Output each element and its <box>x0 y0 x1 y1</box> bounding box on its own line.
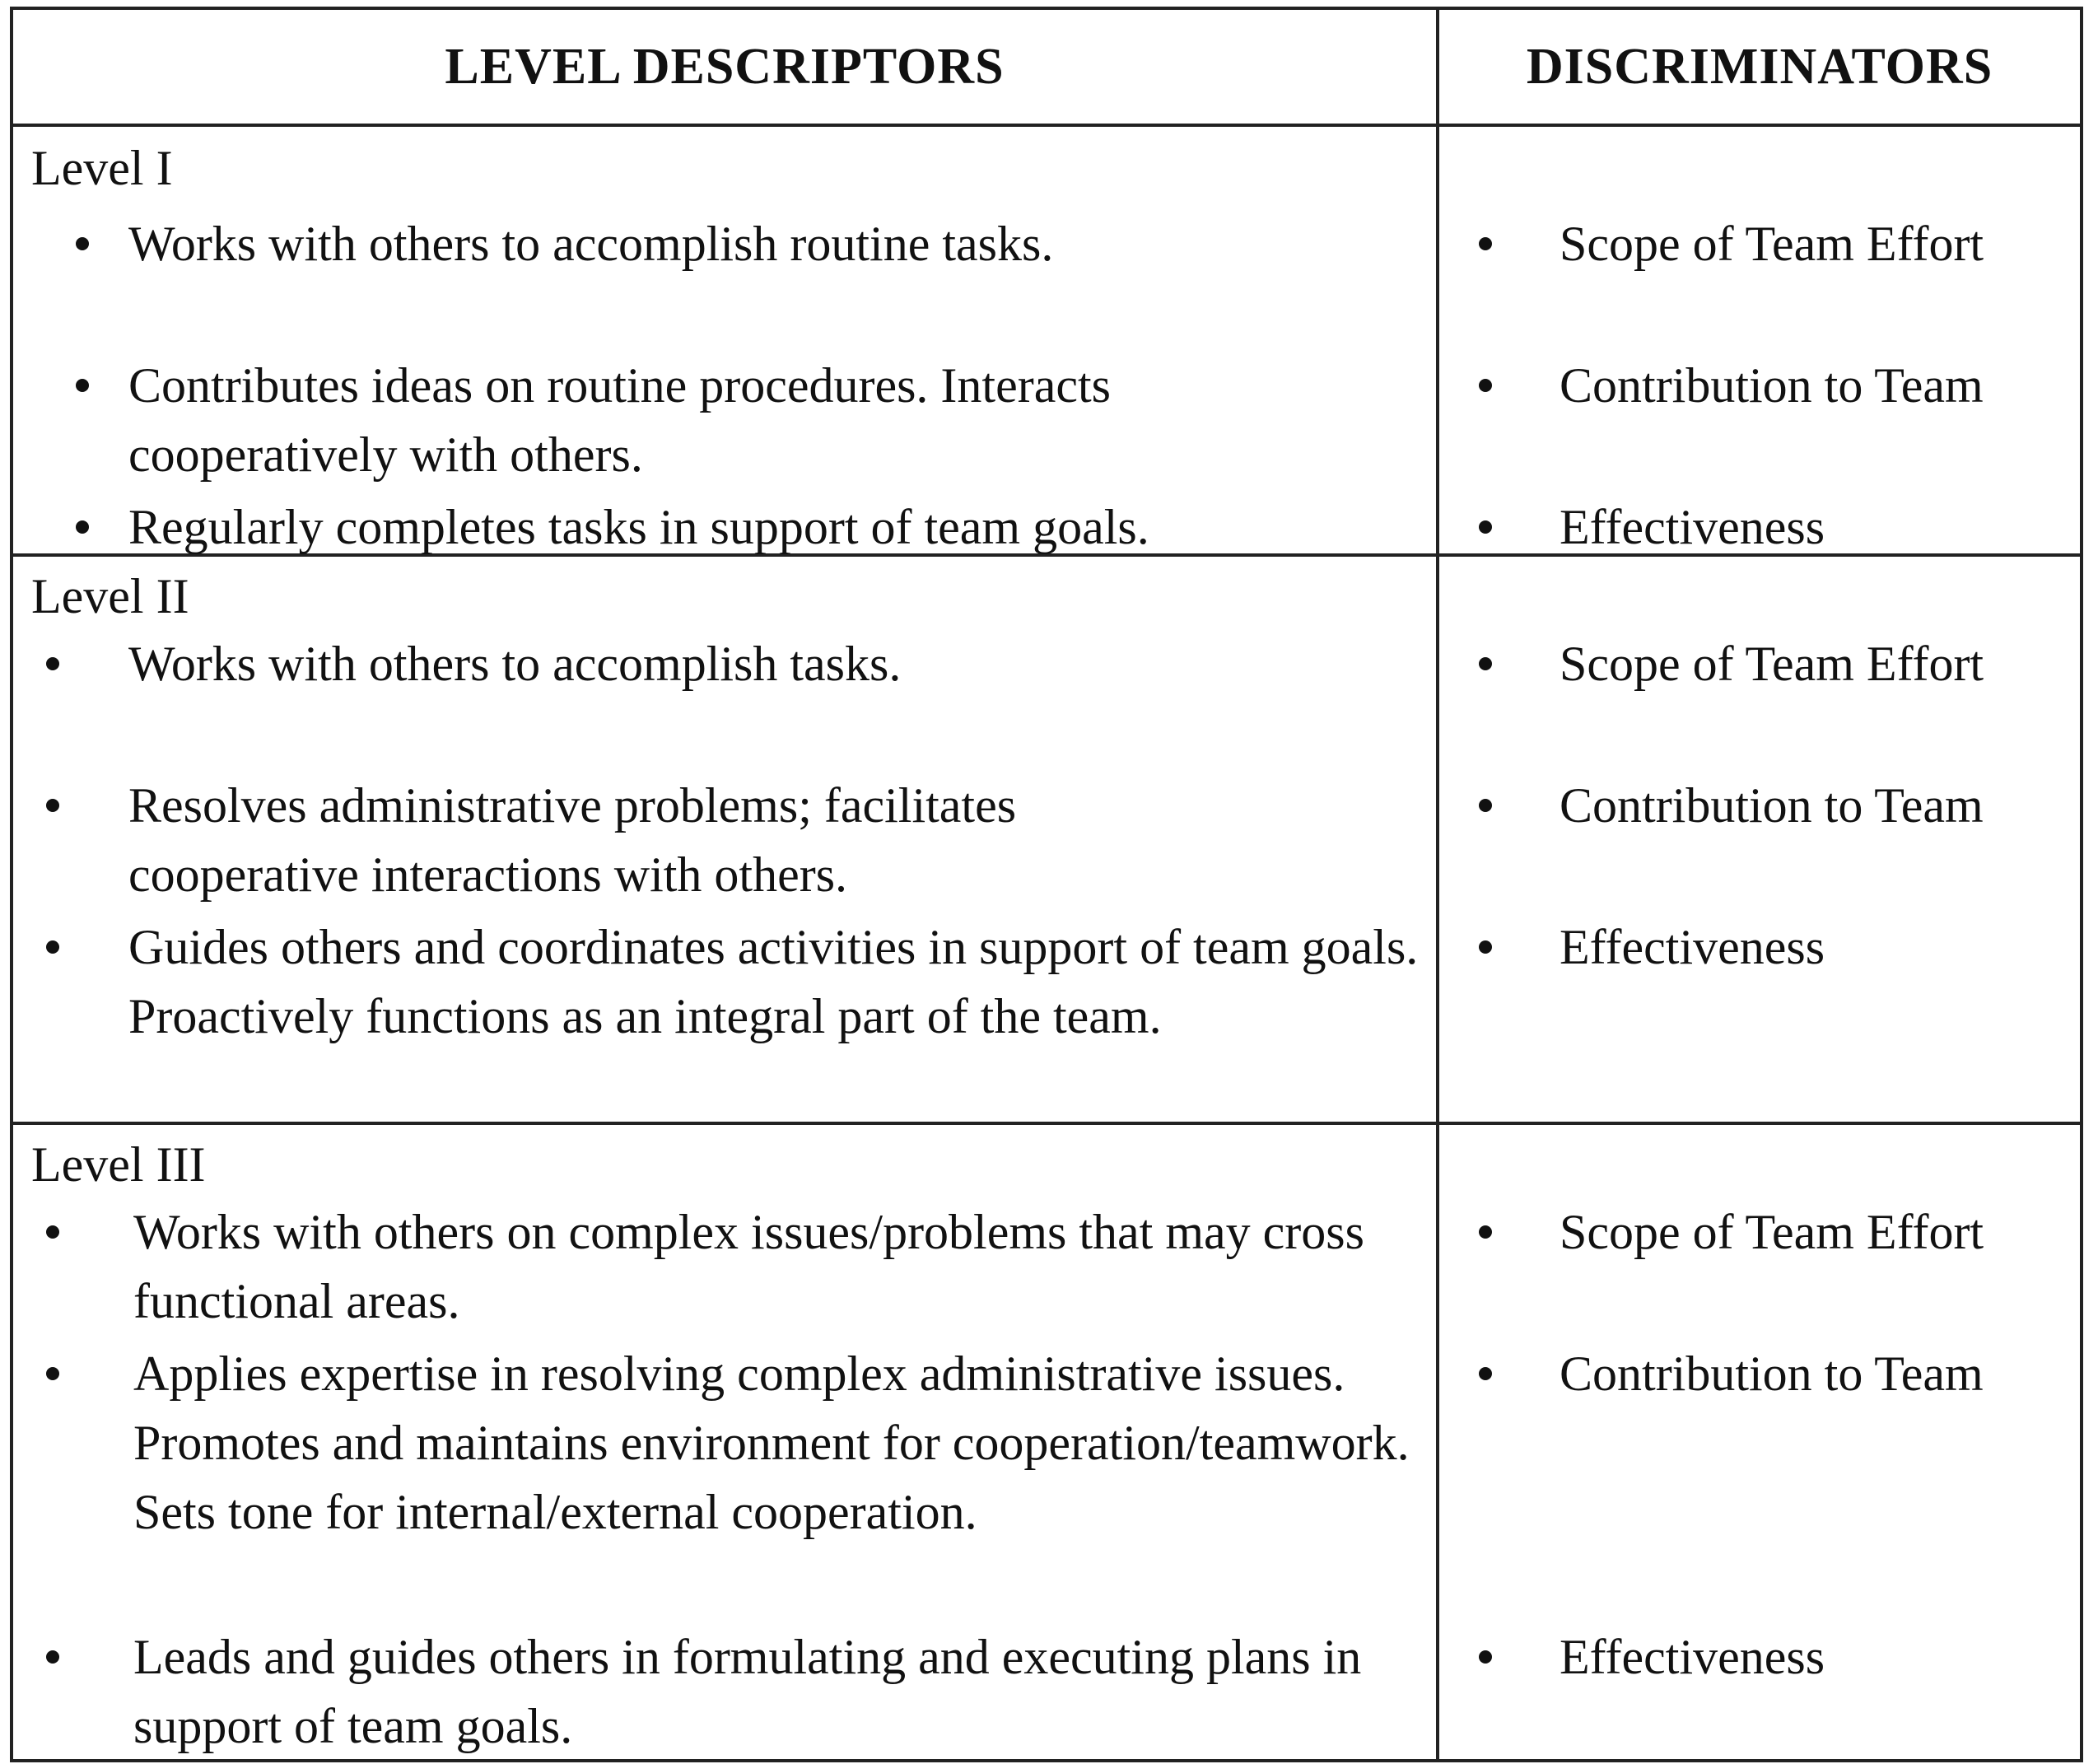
bullet-icon <box>46 940 59 954</box>
level-1-discriminator-1: Scope of Team Effort <box>1560 217 1984 271</box>
bullet-icon <box>1479 1650 1492 1664</box>
level-2-discriminator-1: Scope of Team Effort <box>1560 637 1984 691</box>
bullet-icon <box>76 237 89 250</box>
header-discriminators: DISCRIMINATORS <box>1438 8 2082 125</box>
level-1-descriptor-3: Regularly completes tasks in support of team goals. <box>128 500 1149 554</box>
level-1-discriminator-2: Contribution to Team <box>1560 358 1984 413</box>
level-3-label: Level III <box>31 1137 206 1192</box>
level-3-discriminator-1: Scope of Team Effort <box>1560 1205 1984 1259</box>
level-3-row <box>12 1123 2082 1761</box>
level-3-discriminator-2: Contribution to Team <box>1560 1346 1984 1401</box>
level-2-row <box>12 555 2082 1123</box>
level-1-discriminators-cell <box>1438 125 2082 555</box>
level-2-descriptors-cell <box>12 555 1438 1123</box>
level-2-descriptor-1: Works with others to accomplish tasks. <box>128 637 902 691</box>
level-2-discriminators-cell <box>1438 555 2082 1123</box>
bullet-icon <box>1479 379 1492 392</box>
level-1-descriptor-2: Contributes ideas on routine procedures. Interacts cooperatively with others. <box>128 358 1111 482</box>
bullet-icon <box>46 657 59 670</box>
level-1-discriminator-3: Effectiveness <box>1560 500 1825 554</box>
level-1-row <box>12 125 2082 555</box>
bullet-icon <box>1479 799 1492 812</box>
level-3-discriminators-cell <box>1438 1123 2082 1761</box>
level-2-discriminator-3: Effectiveness <box>1560 920 1825 974</box>
bullet-icon <box>1479 237 1492 250</box>
level-2-discriminator-2: Contribution to Team <box>1560 778 1984 833</box>
bullet-icon <box>46 1650 59 1664</box>
bullet-icon <box>46 1367 59 1380</box>
bullet-icon <box>1479 1367 1492 1380</box>
bullet-icon <box>1479 1225 1492 1239</box>
bullet-icon <box>76 379 89 392</box>
level-3-descriptor-1: Works with others on complex issues/problems that may cross functional areas. <box>133 1205 1364 1328</box>
level-3-discriminator-3: Effectiveness <box>1560 1630 1825 1684</box>
level-1-descriptors-cell <box>12 125 1438 555</box>
bullet-icon <box>46 1225 59 1239</box>
bullet-icon <box>46 799 59 812</box>
level-2-descriptor-3: Guides others and coordinates activities in support of team goals. Proactively functions as an integral part of the team. <box>128 920 1419 1043</box>
bullet-icon <box>76 520 89 534</box>
level-2-descriptor-2: Resolves administrative problems; facilitates cooperative interactions with others. <box>128 778 1017 902</box>
level-descriptors-table <box>10 7 2083 1762</box>
level-3-descriptor-2: Applies expertise in resolving complex administrative issues. Promotes and maintains environment for cooperation/teamwork. Sets tone for internal/external cooperation. <box>133 1346 1410 1539</box>
header-level-descriptors: LEVEL DESCRIPTORS <box>12 8 1438 125</box>
level-2-label: Level II <box>31 569 189 623</box>
bullet-icon <box>1479 657 1492 670</box>
header-row <box>12 8 2082 125</box>
level-3-descriptors-cell <box>12 1123 1438 1761</box>
bullet-icon <box>1479 940 1492 954</box>
level-1-descriptor-1: Works with others to accomplish routine tasks. <box>128 217 1054 271</box>
bullet-icon <box>1479 520 1492 534</box>
level-1-label: Level I <box>31 141 173 195</box>
level-3-descriptor-3: Leads and guides others in formulating and executing plans in support of team goals. <box>133 1630 1362 1753</box>
